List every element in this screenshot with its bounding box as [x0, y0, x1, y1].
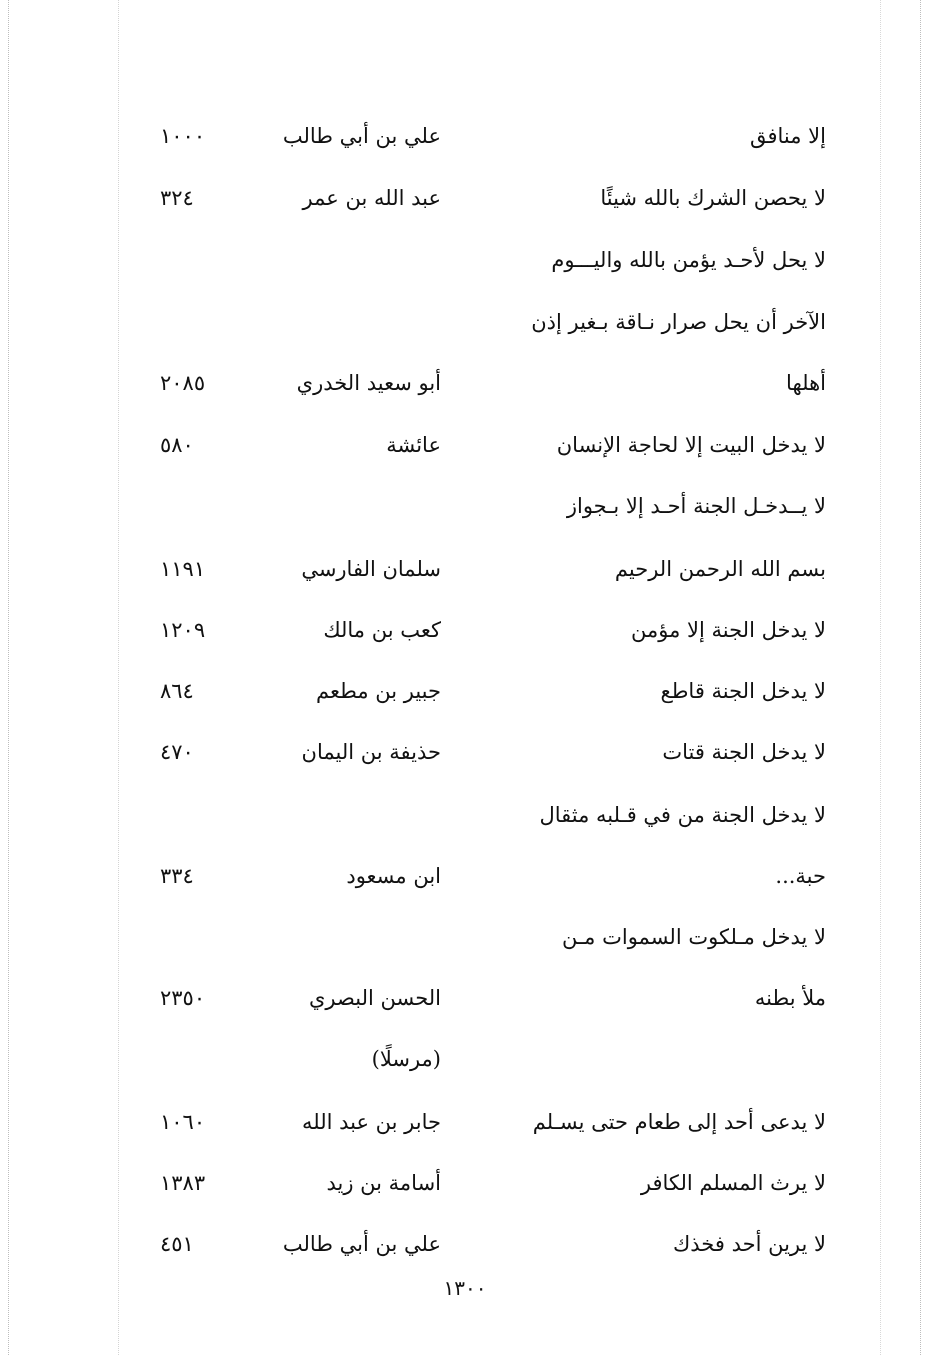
hadith-number: ١١٩١: [160, 557, 206, 581]
narrator-name: [241, 795, 441, 835]
hadith-text: لا يدخل مـلكوت السموات مـن: [562, 925, 826, 949]
hadith-text: لا يدخل الجنة قاطع: [660, 679, 826, 703]
narrator-name: الحسن البصري: [309, 986, 441, 1010]
narrator-name: (مرسلًا): [371, 1047, 441, 1071]
narrator-name: أبو سعيد الخدري: [296, 371, 441, 395]
hadith-text: ملأ بطنه: [754, 986, 826, 1010]
index-row: [0, 610, 929, 650]
hadith-number: [160, 1039, 240, 1079]
narrator-name: جبير بن مطعم: [315, 679, 441, 703]
hadith-text: [486, 1039, 826, 1079]
hadith-number: ٨٦٤: [160, 679, 194, 703]
hadith-text: لا يدخل الجنة من في قـلبه مثقال: [539, 803, 826, 827]
hadith-text: لا يدخل البيت إلا لحاجة الإنسان: [556, 433, 826, 457]
hadith-number: ٤٥١: [160, 1232, 194, 1256]
index-row: [0, 856, 929, 896]
index-row: [0, 1163, 929, 1203]
narrator-name: أسامة بن زيد: [326, 1171, 441, 1195]
index-row: [0, 671, 929, 711]
narrator-name: علي بن أبي طالب: [282, 1232, 441, 1256]
hadith-text: لا يرث المسلم الكافر: [640, 1171, 826, 1195]
narrator-name: [241, 917, 441, 957]
hadith-number: ١٠٦٠: [160, 1110, 206, 1134]
hadith-number: [160, 795, 240, 835]
hadith-number: ٢٠٨٥: [160, 371, 206, 395]
index-row: [0, 978, 929, 1018]
narrator-name: [241, 486, 441, 526]
narrator-name: ابن مسعود: [346, 864, 441, 888]
narrator-name: عائشة: [386, 433, 441, 457]
index-row: [0, 917, 929, 957]
hadith-text: إلا منافق: [749, 124, 826, 148]
index-row: [0, 116, 929, 156]
narrator-name: علي بن أبي طالب: [282, 124, 441, 148]
narrator-name: سلمان الفارسي: [301, 557, 441, 581]
hadith-text: لا يحصن الشرك بالله شيئًا: [600, 186, 826, 210]
index-row: [0, 425, 929, 465]
hadith-number: ١٢٠٩: [160, 618, 206, 642]
index-row: [0, 732, 929, 772]
hadith-text: أهلها: [786, 371, 826, 395]
index-row: [0, 549, 929, 589]
narrator-name: حذيفة بن اليمان: [301, 740, 441, 764]
hadith-text: لا يدخل الجنة إلا مؤمن: [631, 618, 826, 642]
hadith-number: ١٠٠٠: [160, 124, 206, 148]
hadith-text: حبة...: [775, 864, 826, 888]
index-row: [0, 178, 929, 218]
index-row: [0, 1224, 929, 1264]
hadith-number: ٢٣٥٠: [160, 986, 206, 1010]
narrator-name: جابر بن عبد الله: [301, 1110, 441, 1134]
narrator-name: [241, 240, 441, 280]
hadith-number: ٣٣٤: [160, 864, 194, 888]
index-row: [0, 486, 929, 526]
hadith-number: [160, 240, 240, 280]
hadith-text: الآخر أن يحل صرار نـاقة بـغير إذن: [531, 310, 826, 334]
hadith-number: [160, 302, 240, 342]
hadith-number: ١٣٨٣: [160, 1171, 206, 1195]
hadith-text: لا يدخل الجنة قتات: [662, 740, 826, 764]
hadith-text: لا يدعى أحد إلى طعام حتى يسـلم: [532, 1110, 826, 1134]
index-row: [0, 1102, 929, 1142]
hadith-text: لا يحل لأحـد يؤمن بالله واليـــوم: [551, 248, 826, 272]
index-row: [0, 363, 929, 403]
page-number: ١٣٠٠: [443, 1276, 487, 1300]
narrator-name: [241, 302, 441, 342]
index-row: [0, 302, 929, 342]
index-row: [0, 1039, 929, 1079]
narrator-name: عبد الله بن عمر: [302, 186, 441, 210]
narrator-name: كعب بن مالك: [323, 618, 441, 642]
hadith-number: [160, 486, 240, 526]
hadith-text: بسم الله الرحمن الرحيم: [614, 557, 826, 581]
hadith-number: ٥٨٠: [160, 433, 194, 457]
index-row: [0, 795, 929, 835]
hadith-number: ٤٧٠: [160, 740, 194, 764]
hadith-number: ٣٢٤: [160, 186, 194, 210]
index-row: [0, 240, 929, 280]
hadith-text: لا يــدخـل الجنة أحـد إلا بـجواز: [566, 494, 826, 518]
hadith-number: [160, 917, 240, 957]
hadith-text: لا يرين أحد فخذك: [672, 1232, 826, 1256]
